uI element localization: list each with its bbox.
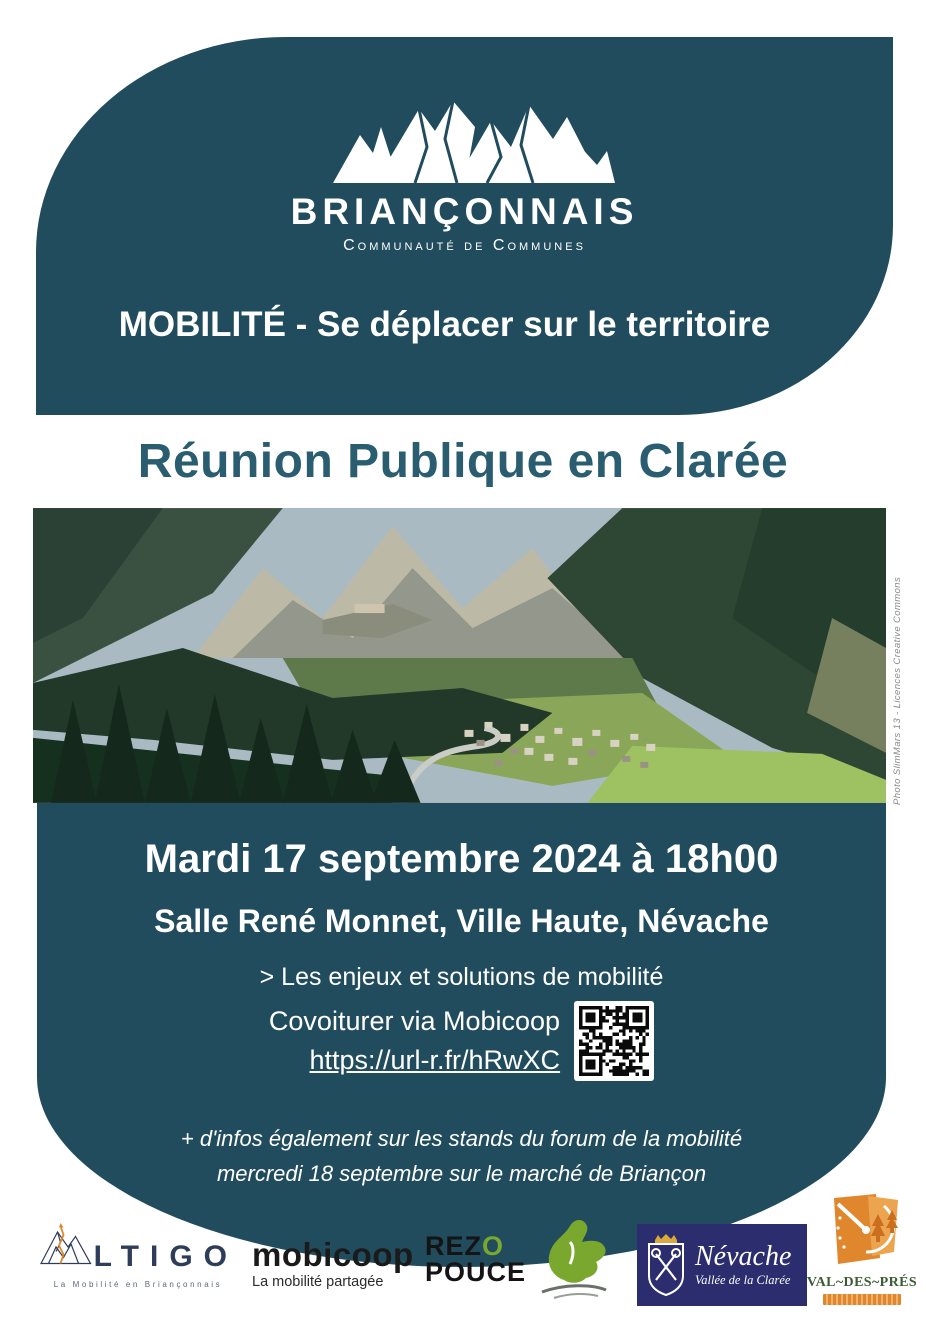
header-banner: MOBILITÉ - Se déplacer sur le territoire (118, 305, 771, 344)
nevache-text (695, 1240, 792, 1288)
org-logo (36, 87, 893, 255)
extra-info-line1: + d'infos également sur les stands du forum de la mobilité (180, 1126, 743, 1151)
carpool-block (37, 1001, 886, 1081)
event-topic: > Les enjeux et solutions de mobilité (259, 963, 664, 991)
valdespres-name: VAL~DES~PRÉS (806, 1275, 918, 1290)
valley-photo-illustration (33, 508, 886, 803)
photo-credit: Photo SlimMars 13 - Licences Creative Commons (892, 576, 903, 805)
thumb-up-icon (534, 1216, 612, 1302)
logo-rezopouce (425, 1216, 612, 1302)
valdespres-sundial-icon (820, 1192, 904, 1268)
nevache-name: Névache (695, 1240, 792, 1272)
rezo-black: REZ (425, 1231, 482, 1261)
carpool-text (269, 1002, 560, 1080)
rezopouce-text (425, 1233, 526, 1285)
org-name: BRIANÇONNAIS (290, 191, 639, 232)
carpool-label: Covoiturer via Mobicoop (268, 1006, 561, 1036)
altigo-mountain-icon (38, 1214, 94, 1274)
mountains-logo-icon (315, 87, 615, 187)
logo-altigo (38, 1212, 238, 1289)
org-subtitle: Communauté de Communes (343, 237, 586, 254)
logo-nevache (637, 1224, 807, 1306)
rezo-line2: POUCE (425, 1257, 527, 1287)
valley-photo (33, 508, 886, 803)
event-venue: Salle René Monnet, Ville Haute, Névache (154, 903, 769, 939)
rezo-green-o: O (482, 1231, 505, 1261)
nevache-tagline: Vallée de la Clarée (695, 1272, 791, 1287)
header-panel (36, 37, 893, 415)
qr-code (574, 1001, 654, 1081)
mobicoop-name: mobicoop (252, 1236, 414, 1273)
extra-info-line2: mercredi 18 septembre sur le marché de Briançon (216, 1161, 707, 1186)
valdespres-band (823, 1294, 901, 1305)
info-panel (37, 803, 886, 1267)
logo-mobicoop (252, 1238, 437, 1290)
page-title: Réunion Publique en Clarée (137, 435, 789, 488)
altigo-row (38, 1212, 238, 1274)
mobicoop-tagline: La mobilité partagée (252, 1274, 384, 1290)
event-datetime: Mardi 17 septembre 2024 à 18h00 (144, 837, 779, 881)
altigo-letters: LTIGO (93, 1240, 238, 1273)
qr-code-modules (579, 1006, 649, 1076)
extra-info (37, 1121, 886, 1191)
carpool-link[interactable]: https://url-r.fr/hRwXC (309, 1045, 561, 1075)
altigo-tagline: La Mobilité en Briançonnais (53, 1280, 223, 1289)
logo-valdespres (800, 1192, 924, 1305)
nevache-crest-icon (643, 1232, 689, 1298)
